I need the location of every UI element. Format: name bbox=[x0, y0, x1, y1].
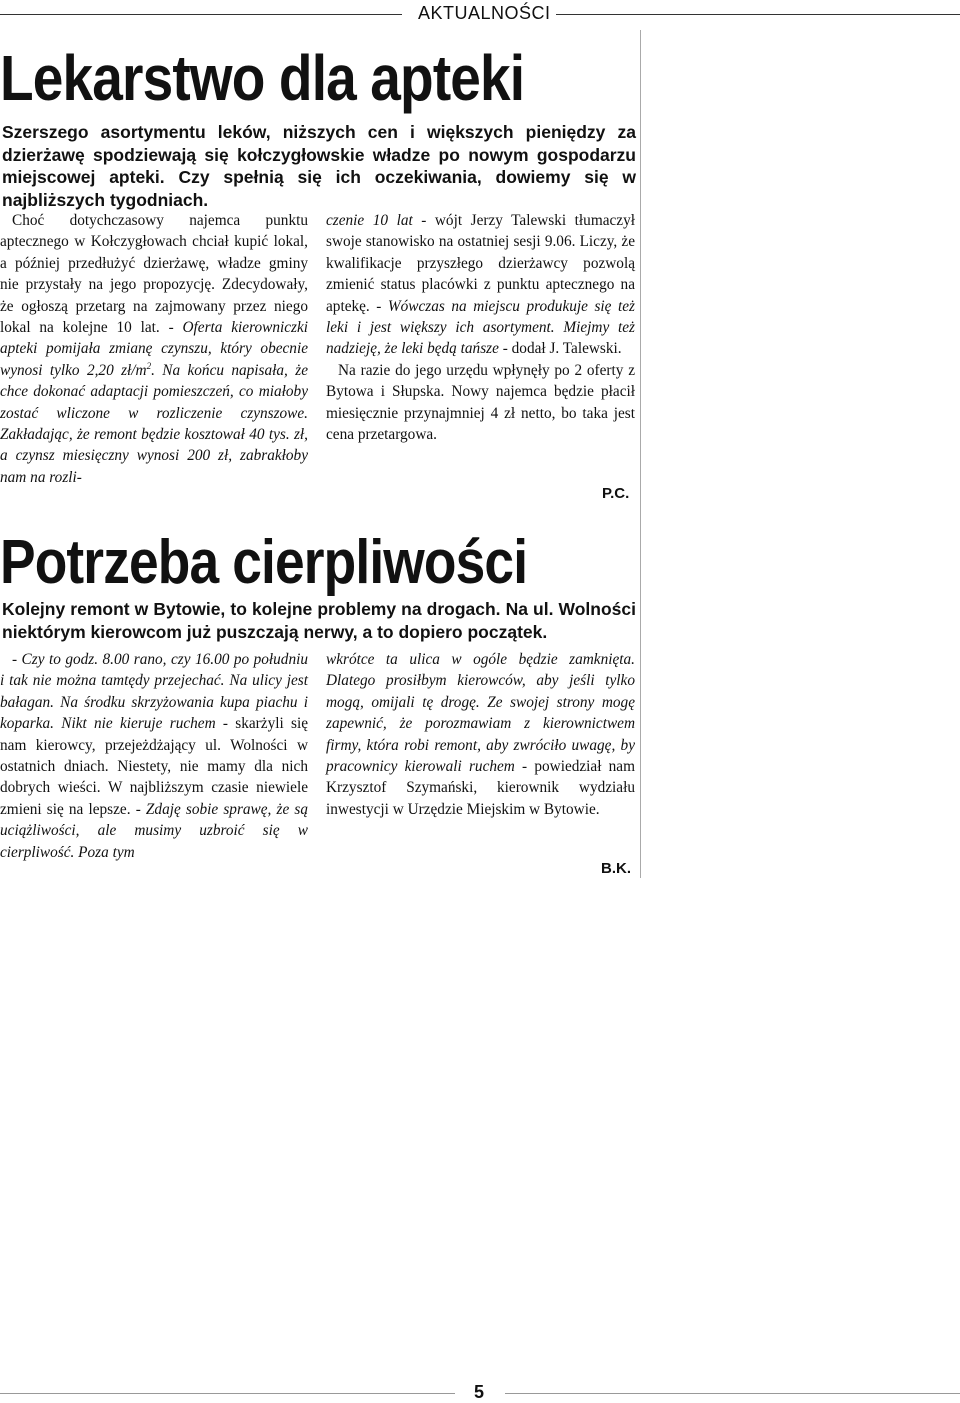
quote-text: - Wówczas na miejscu produkuje się też leki i jest większy ich asortyment. Miejmy też nadzieję, że leki będą tańsze bbox=[326, 297, 635, 358]
body-text: - wójt Jerzy Talewski tłumaczył swoje stanowisko na ostatniej sesji 9.06. Liczy, że kwalifikacje przyszłego dzierżawcy pozwolą zmienić status placówki z punktu aptecznego na aptekę. bbox=[326, 212, 635, 315]
article-paragraph: Na razie do jego urzędu wpłynęły po 2 oferty z Bytowa i Słupska. Nowy najemca będzie płacił miesięcznie przynajmniej 4 zł netto, bo taka jest cena przetargowa. bbox=[326, 361, 635, 444]
body-text: - dodał J. Talewski. bbox=[498, 340, 622, 358]
article-paragraph bbox=[0, 210, 308, 488]
author-signature: P.C. bbox=[602, 485, 630, 502]
header-rule-left bbox=[0, 14, 402, 15]
body-text: Choć dotychczasowy najemca punktu aptecznego w Kołczygłowach chciał kupić lokal, a później przedłużyć dzierżawę, władze gminy nie przystały na jego propozycję. Zdecydowały, że ogłoszą przetarg na zajmowany przez niego lokal na kolejne 10 lat. - bbox=[0, 212, 308, 337]
body-text: - powiedział nam Krzysztof Szymański, kierownik wydziału inwestycji w Urzędzie Miejskim w Bytowie. bbox=[326, 758, 635, 818]
quote-text: Oferta kierowniczki apteki pomijała zmianę czynszu, który obecnie wynosi tylko 2,20 $zł/m^2$. Na końcu napisała, że chce dokonać adaptacji pomieszczeń, co miałoby zostać wliczone w rozliczenie czynszowe. Zakładając, że remont będzie kosztował 40 tys. zł, a czynsz miesięczny wynosi 200 zł, zabrakłoby nam na rozli- bbox=[0, 319, 309, 486]
quote-text: - Czy to godz. 8.00 rano, czy 16.00 po południu i tak nie można tamtędy przejechać. Na ulicy jest bałagan. Na środku skrzyżowania kupa piachu i koparka. Nikt nie kieruje ruchem bbox=[0, 651, 308, 733]
quote-text: wkrótce ta ulica w ogóle będzie zamknięta. Dlatego prosiłbym kierowców, aby jeśli tylko mogą, omijali tę drogę. Ze swojej strony mogę zapewnić, że porozmawiam z kierownictwem firmy, która robi remont, aby zwróciło uwagę, by pracownicy kierowali ruchem bbox=[326, 651, 635, 776]
footer-rule-left bbox=[0, 1393, 455, 1394]
quote-text: czenie 10 lat bbox=[326, 212, 413, 229]
article-column bbox=[326, 649, 635, 820]
article-paragraph bbox=[0, 649, 308, 863]
page-number: 5 bbox=[474, 1382, 485, 1402]
section-label: AKTUALNOŚCI bbox=[418, 3, 551, 23]
article-headline: Potrzeba cierpliwości bbox=[0, 528, 528, 597]
article-headline: Lekarstwo dla apteki bbox=[0, 42, 525, 114]
article-paragraph bbox=[326, 210, 635, 360]
quote-text: - Zdaję sobie sprawę, że są uciążliwości, ale musimy uzbroić się w cierpliwość. Poza tym bbox=[0, 800, 308, 861]
article-column bbox=[0, 210, 308, 488]
footer-rule-right bbox=[505, 1393, 960, 1394]
article-column bbox=[326, 210, 635, 445]
article-lead: Kolejny remont w Bytowie, to kolejne problemy na drogach. Na ul. Wolności niektórym kierowcom już puszczają nerwy, a to dopiero początek. bbox=[2, 599, 636, 642]
author-signature: B.K. bbox=[601, 860, 631, 877]
header-rule-right bbox=[556, 14, 960, 15]
article-paragraph bbox=[326, 649, 635, 820]
article-column bbox=[0, 649, 308, 863]
article-lead: Szerszego asortymentu leków, niższych cen i większych pieniędzy za dzierżawę spodziewają się kołczygłowskie władze po nowym gospodarzu miejscowej apteki. Czy spełnią się ich oczekiwania, dowiemy się w najbliższych tygodniach. bbox=[2, 122, 636, 210]
body-text: - skarżyli się nam kierowcy, przejeżdżający ul. Wolności w ostatnich dniach. Niestety, nie mamy dla nich dobrych wieści. W najbliższym czasie niewiele zmieni się na lepsze. bbox=[0, 715, 308, 818]
column-divider bbox=[640, 30, 641, 878]
